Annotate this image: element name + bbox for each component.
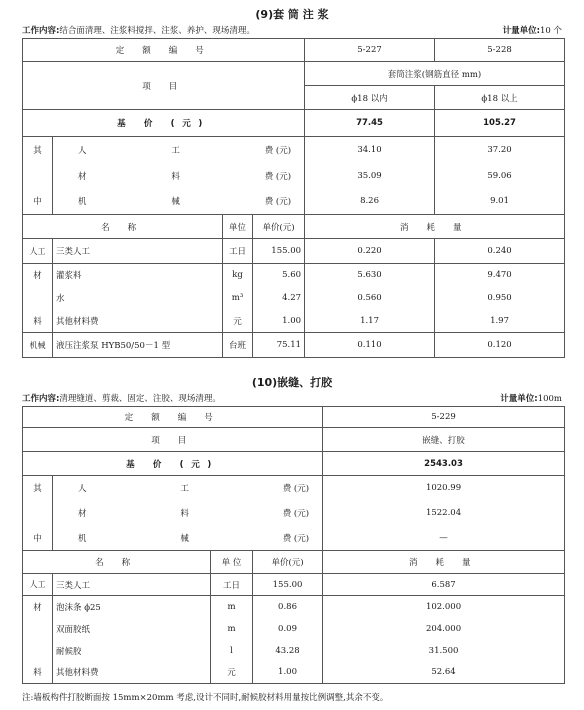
- s10-mat-3-v: 31.500: [323, 640, 565, 662]
- section10-work-content: [22, 392, 221, 404]
- s9-mat-1-v1: 5.630: [305, 264, 435, 287]
- s9-head-name: 名 称: [23, 215, 223, 239]
- s9-mat-2-name: 水: [53, 287, 223, 310]
- section9-unit-text: 10 个: [539, 26, 562, 36]
- s10-code: 5-229: [323, 407, 565, 428]
- s9-row-mat-3: [23, 310, 565, 333]
- s9-labor-1: 0.220: [305, 239, 435, 264]
- s10-row-labor: [23, 574, 565, 596]
- s10-cost-material-label: [53, 501, 323, 526]
- s10-mat-3-name: 耐候胶: [53, 640, 211, 662]
- footnote: 注:墙板构件打胶断面按 15mm×20mm 考虑,设计不同时,耐候胶材料用量按比例调整,其余不变。: [22, 693, 389, 703]
- s9-mat-cat-1: 材: [23, 264, 53, 287]
- s9-item-col-1: ϕ18 以内: [305, 86, 435, 110]
- s10-mat-4-v: 52.64: [323, 662, 565, 684]
- s10-mat-cat-2: 料: [23, 662, 53, 684]
- s9-labor-name: 三类人工: [53, 239, 223, 264]
- s9-mat-1-unit: kg: [223, 264, 253, 287]
- s9-row-head: [23, 215, 565, 239]
- section9-work-content: [22, 24, 255, 36]
- s9-mat-3-unit: 元: [223, 310, 253, 333]
- s10-zhong: 中: [23, 526, 53, 551]
- s9-cost-machine-label: [53, 189, 305, 215]
- section9-unit: [503, 24, 562, 36]
- s10-base-label: 基 价 (元): [23, 452, 323, 476]
- s9-cost-labor-2: 37.20: [435, 137, 565, 163]
- section10-unit: [500, 392, 562, 404]
- s10-cost-b: 械: [180, 533, 189, 544]
- s10-row-mat-2: [23, 618, 565, 640]
- s10-labor-unit: 工日: [211, 574, 253, 596]
- s10-mat-4-unit: 元: [211, 662, 253, 684]
- s10-cost-c: 费 (元): [282, 484, 310, 495]
- s10-row-head: [23, 551, 565, 574]
- s10-cost-labor: 1020.99: [323, 476, 565, 501]
- s9-base-label: 基 价 (元): [23, 110, 305, 137]
- s10-mat-cat-blank-1: [23, 618, 53, 640]
- s9-head-unit: 单位: [223, 215, 253, 239]
- s10-cost-machine-label: [53, 526, 323, 551]
- s9-cost-material-label: [53, 163, 305, 189]
- s9-row-cost-material: [23, 163, 565, 189]
- s9-cost-machine-2: 9.01: [435, 189, 565, 215]
- section9-title: (9)套 筒 注 浆: [255, 8, 329, 21]
- s9-mat-3-v2: 1.97: [435, 310, 565, 333]
- s10-mat-2-v: 204.000: [323, 618, 565, 640]
- section10-table: [22, 406, 565, 684]
- section9-table: [22, 38, 565, 358]
- s9-row-machine: [23, 333, 565, 358]
- s9-mat-3-v1: 1.17: [305, 310, 435, 333]
- s9-code-1: 5-227: [305, 39, 435, 62]
- s9-cost-c: 费 (元): [264, 171, 292, 182]
- s10-mat-2-price: 0.09: [253, 618, 323, 640]
- s9-labor-cat: 人工: [23, 239, 53, 264]
- s9-row-cost-labor: [23, 137, 565, 163]
- s9-base-1: 77.45: [305, 110, 435, 137]
- s10-cost-material: 1522.04: [323, 501, 565, 526]
- s10-head-price: 单价(元): [253, 551, 323, 574]
- section10-work-label: 工作内容:: [22, 394, 60, 404]
- s9-row-mat-1: [23, 264, 565, 287]
- s9-cost-a: 材: [78, 171, 87, 182]
- s9-qi-blank: [23, 163, 53, 189]
- s9-cost-c: 费 (元): [264, 197, 292, 208]
- s9-machine-unit: 台班: [223, 333, 253, 358]
- s9-labor-price: 155.00: [253, 239, 305, 264]
- s10-base-value: 2543.03: [323, 452, 565, 476]
- s9-machine-1: 0.110: [305, 333, 435, 358]
- s9-cost-b: 械: [171, 197, 180, 208]
- s10-mat-3-unit: l: [211, 640, 253, 662]
- s10-row-mat-1: [23, 596, 565, 618]
- s9-mat-2-unit: m³: [223, 287, 253, 310]
- s10-mat-1-v: 102.000: [323, 596, 565, 618]
- s10-cost-a: 材: [78, 509, 87, 519]
- s10-row-cost-labor: [23, 476, 565, 501]
- s9-qi: 其: [23, 137, 53, 163]
- s9-base-2: 105.27: [435, 110, 565, 137]
- s9-item-group: 套筒注浆(钢筋直径 mm): [305, 62, 565, 86]
- s9-machine-price: 75.11: [253, 333, 305, 358]
- s9-labor-unit: 工日: [223, 239, 253, 264]
- s9-zhong: 中: [23, 189, 53, 215]
- s9-row-cost-machine: [23, 189, 565, 215]
- s10-row-cost-machine: [23, 526, 565, 551]
- s10-labor-price: 155.00: [253, 574, 323, 596]
- s10-mat-1-unit: m: [211, 596, 253, 618]
- s9-mat-3-name: 其他材料费: [53, 310, 223, 333]
- s9-cost-b: 工: [171, 145, 180, 156]
- s9-mat-2-price: 4.27: [253, 287, 305, 310]
- s10-mat-2-unit: m: [211, 618, 253, 640]
- s9-item-label: 项 目: [23, 62, 305, 110]
- s9-row-item-group: [23, 62, 565, 86]
- s9-mat-3-price: 1.00: [253, 310, 305, 333]
- s10-labor-cat: 人工: [23, 574, 53, 596]
- s9-item-col-2: ϕ18 以上: [435, 86, 565, 110]
- s10-row-mat-4: [23, 662, 565, 684]
- s10-mat-1-name: 泡沫条 ϕ25: [53, 596, 211, 618]
- s10-mat-cat-blank-2: [23, 640, 53, 662]
- s10-mat-4-price: 1.00: [253, 662, 323, 684]
- s10-labor-v: 6.587: [323, 574, 565, 596]
- s9-mat-1-name: 灌浆料: [53, 264, 223, 287]
- s10-cost-a: 机: [78, 533, 87, 544]
- s10-mat-1-price: 0.86: [253, 596, 323, 618]
- s9-row-codes: [23, 39, 565, 62]
- s9-mat-2-v1: 0.560: [305, 287, 435, 310]
- s10-cost-c: 费 (元): [282, 533, 310, 544]
- s10-head-consume: 消 耗 量: [323, 551, 565, 574]
- s10-mat-4-name: 其他材料费: [53, 662, 211, 684]
- s10-row-code: [23, 407, 565, 428]
- s10-qi: 其: [23, 476, 53, 501]
- s9-mach-cat: 机械: [23, 333, 53, 358]
- s10-row-cost-material: [23, 501, 565, 526]
- s9-cost-b: 料: [171, 171, 180, 182]
- s9-row-base: [23, 110, 565, 137]
- s10-qi-blank: [23, 501, 53, 526]
- s9-row-mat-2: [23, 287, 565, 310]
- s9-mat-1-v2: 9.470: [435, 264, 565, 287]
- s10-mat-3-price: 43.28: [253, 640, 323, 662]
- s9-mat-cat-blank: [23, 287, 53, 310]
- s9-cost-material-2: 59.06: [435, 163, 565, 189]
- s9-mat-cat-2: 料: [23, 310, 53, 333]
- s10-cost-a: 人: [78, 484, 87, 495]
- s10-item-label: 项 目: [23, 428, 323, 452]
- s10-head-unit: 单 位: [211, 551, 253, 574]
- s9-cost-a: 机: [78, 197, 87, 208]
- s9-cost-a: 人: [78, 145, 87, 156]
- s9-cost-labor-1: 34.10: [305, 137, 435, 163]
- s9-head-price: 单价(元): [253, 215, 305, 239]
- s10-cost-labor-label: [53, 476, 323, 501]
- s10-cost-b: 料: [180, 509, 189, 519]
- s9-cost-material-1: 35.09: [305, 163, 435, 189]
- s9-code-2: 5-228: [435, 39, 565, 62]
- section10-unit-text: 100m: [537, 394, 562, 404]
- s9-machine-name: 液压注浆泵 HYB50/50－1 型: [53, 333, 223, 358]
- s10-head-name: 名 称: [23, 551, 211, 574]
- s10-row-mat-3: [23, 640, 565, 662]
- s9-cost-labor-label: [53, 137, 305, 163]
- s10-row-item: [23, 428, 565, 452]
- s9-mat-1-price: 5.60: [253, 264, 305, 287]
- s10-mat-cat-1: 材: [23, 596, 53, 618]
- s9-mat-2-v2: 0.950: [435, 287, 565, 310]
- s9-cost-machine-1: 8.26: [305, 189, 435, 215]
- s9-machine-2: 0.120: [435, 333, 565, 358]
- s9-row-labor: [23, 239, 565, 264]
- s10-labor-name: 三类人工: [53, 574, 211, 596]
- s9-labor-2: 0.240: [435, 239, 565, 264]
- s10-cost-b: 工: [180, 484, 189, 495]
- section10-title: (10)嵌缝、打胶: [251, 376, 333, 389]
- s10-item-name: 嵌缝、打胶: [323, 428, 565, 452]
- section10-work-text: 清理缝道、剪裁、固定、注胶、现场清理。: [59, 394, 221, 404]
- s9-head-consume: 消 耗 量: [305, 215, 565, 239]
- section9-unit-label: 计量单位:: [502, 26, 540, 36]
- s10-cost-c: 费 (元): [282, 509, 310, 519]
- s10-mat-2-name: 双面胶纸: [53, 618, 211, 640]
- section9-work-label: 工作内容:: [22, 26, 60, 36]
- section10-unit-label: 计量单位:: [500, 394, 538, 404]
- s10-quota-label: 定 额 编 号: [23, 407, 323, 428]
- s9-cost-c: 费 (元): [264, 145, 292, 156]
- s10-row-base: [23, 452, 565, 476]
- s10-cost-machine: —: [323, 526, 565, 551]
- section9-work-text: 结合面清理、注浆料搅拌、注浆、养护、现场清理。: [59, 26, 255, 36]
- s9-quota-label: 定 额 编 号: [23, 39, 305, 62]
